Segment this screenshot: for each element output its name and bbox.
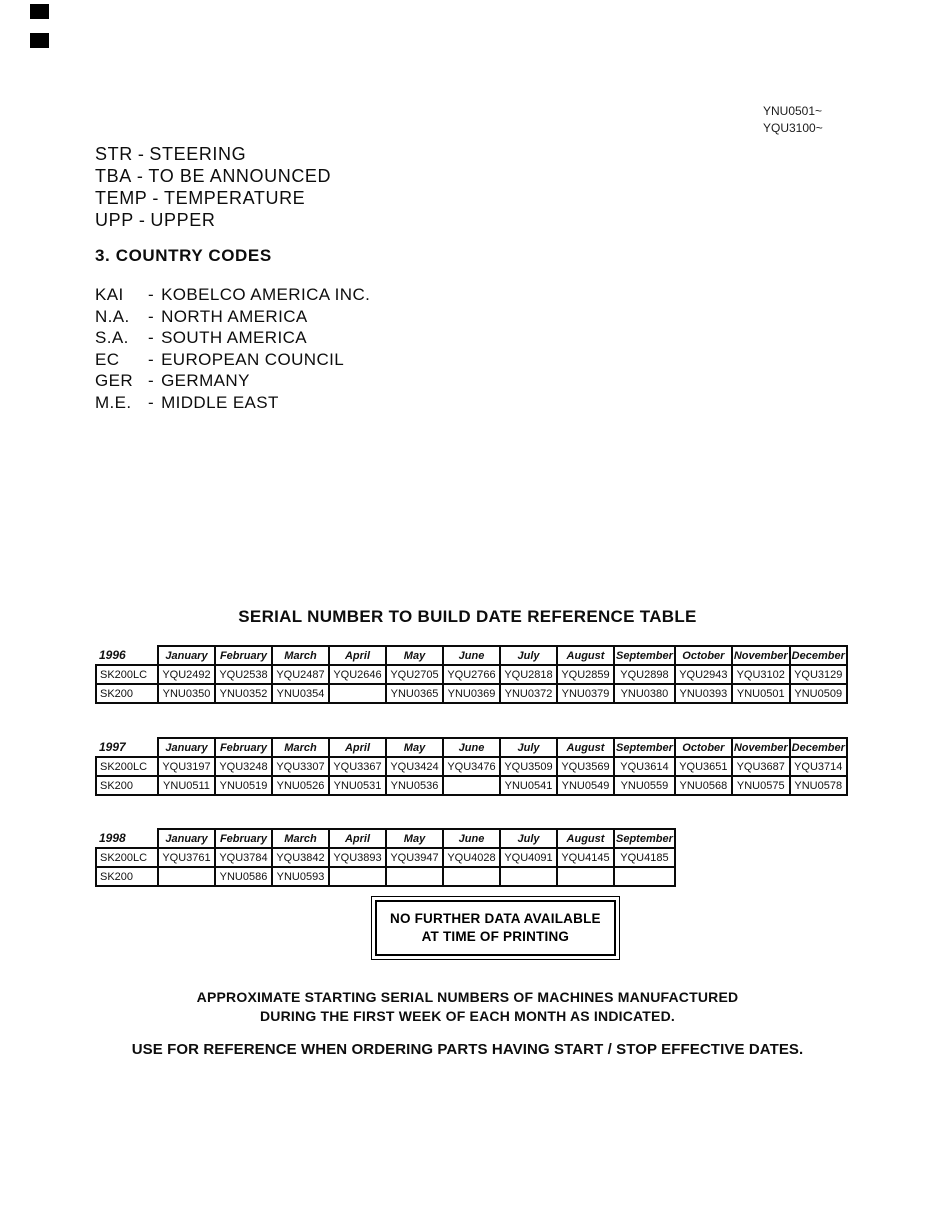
serial-cell [500,867,557,886]
abbreviation-item [95,165,331,187]
serial-cell: YNU0531 [329,776,386,795]
month-header: May [386,738,443,757]
month-header: November [732,646,790,665]
abbrev-code: STR [95,144,133,164]
month-header: August [557,738,614,757]
serial-cell [443,776,500,795]
footer-line: DURING THE FIRST WEEK OF EACH MONTH AS INDICATED. [259,1008,675,1024]
country-code-item [95,370,370,392]
table-row [96,665,847,684]
serial-cell [329,684,386,703]
dash-separator: - [148,371,155,390]
no-data-notice-box [371,896,620,960]
month-header: June [443,646,500,665]
month-header: March [272,646,329,665]
serial-cell [386,867,443,886]
country-code-item [95,327,370,349]
table-header-row [96,646,847,665]
serial-cell: YNU0380 [614,684,675,703]
abbrev-meaning: UPPER [150,210,216,230]
month-header: February [215,738,272,757]
month-header: December [790,738,847,757]
country-name: EUROPEAN COUNCIL [161,349,345,369]
serial-cell: YQU3614 [614,757,675,776]
country-code-item [95,349,370,371]
month-header: March [272,738,329,757]
country-codes-list [95,284,370,413]
serial-cell: YQU4185 [614,848,675,867]
abbreviation-item [95,187,331,209]
year-label: 1997 [99,740,126,754]
dash-separator: - [137,144,145,164]
serial-cell: YNU0350 [158,684,215,703]
country-name: KOBELCO AMERICA INC. [161,285,371,304]
country-code: S.A. [95,328,129,347]
country-code: GER [95,371,134,390]
serial-cell [614,867,675,886]
serial-cell: YQU3651 [675,757,732,776]
country-name: GERMANY [161,371,250,390]
serial-cell [443,867,500,886]
serial-cell: YQU3129 [790,665,847,684]
serial-cell: YNU0575 [732,776,790,795]
month-header: March [272,829,329,848]
serial-table-wrapper-1998 [95,828,676,887]
abbrev-meaning: STEERING [149,144,247,164]
serial-cell: YQU2818 [500,665,557,684]
month-header: November [732,738,790,757]
month-header: September [614,738,675,757]
serial-table-1997 [95,737,848,796]
reference-table-title: SERIAL NUMBER TO BUILD DATE REFERENCE TABLE [238,607,697,626]
serial-cell [557,867,614,886]
serial-cell: YNU0568 [675,776,732,795]
month-header: October [675,646,732,665]
country-code-item [95,284,370,306]
abbrev-code: TBA [95,166,132,186]
month-header: June [443,738,500,757]
country-code: M.E. [95,392,132,412]
footer-note-approximate [0,988,935,1026]
serial-cell: YQU3569 [557,757,614,776]
serial-cell: YQU2646 [329,665,386,684]
month-header: August [557,829,614,848]
corner-serial-range [763,103,823,137]
model-label: SK200 [96,867,158,886]
serial-cell: YQU4028 [443,848,500,867]
table-row [96,867,675,886]
country-codes-heading: 3. COUNTRY CODES [95,246,272,265]
serial-table-1996 [95,645,848,704]
table-header-row [96,738,847,757]
serial-cell: YQU3367 [329,757,386,776]
notice-line: NO FURTHER DATA AVAILABLE [390,911,601,926]
serial-cell: YNU0519 [215,776,272,795]
table-row [96,848,675,867]
month-header: July [500,738,557,757]
year-label: 1996 [99,648,126,662]
abbrev-meaning: TEMPERATURE [164,188,306,208]
table-row [96,684,847,703]
serial-cell: YNU0365 [386,684,443,703]
dash-separator: - [148,349,155,369]
country-name: NORTH AMERICA [161,306,308,326]
serial-table-1998 [95,828,676,887]
month-header: July [500,829,557,848]
year-label: 1998 [99,831,126,845]
dash-separator: - [148,285,155,304]
model-label: SK200 [96,684,158,703]
serial-cell: YNU0379 [557,684,614,703]
serial-cell: YNU0509 [790,684,847,703]
country-name: SOUTH AMERICA [161,328,308,347]
month-header: April [329,738,386,757]
abbreviation-item [95,143,331,165]
month-header: September [614,829,675,848]
serial-cell [329,867,386,886]
serial-cell: YNU0549 [557,776,614,795]
serial-cell: YQU3893 [329,848,386,867]
dash-separator: - [138,210,146,230]
month-header: January [158,738,215,757]
abbrev-code: UPP [95,210,134,230]
table-row [96,757,847,776]
country-code-item [95,306,370,328]
serial-cell: YQU3509 [500,757,557,776]
country-code: EC [95,349,120,369]
dash-separator: - [148,328,155,347]
serial-cell: YQU4145 [557,848,614,867]
serial-cell: YNU0501 [732,684,790,703]
serial-cell: YQU2898 [614,665,675,684]
dash-separator: - [136,166,144,186]
serial-cell: YQU3784 [215,848,272,867]
abbrev-meaning: TO BE ANNOUNCED [148,166,332,186]
footer-line: APPROXIMATE STARTING SERIAL NUMBERS OF MACHINES MANUFACTURED [196,989,739,1005]
dash-separator: - [148,392,155,412]
serial-cell: YQU2943 [675,665,732,684]
month-header: June [443,829,500,848]
dash-separator: - [152,188,160,208]
serial-cell: YQU2487 [272,665,329,684]
serial-table-wrapper-1996 [95,645,848,704]
no-data-notice-text [375,900,616,956]
serial-cell: YQU2766 [443,665,500,684]
serial-cell: YNU0354 [272,684,329,703]
serial-cell: YQU2859 [557,665,614,684]
country-code: KAI [95,285,124,304]
serial-cell: YNU0541 [500,776,557,795]
abbreviation-item [95,209,331,231]
serial-cell: YQU3842 [272,848,329,867]
table-header-row [96,829,675,848]
month-header: February [215,829,272,848]
serial-cell: YNU0369 [443,684,500,703]
scan-registration-mark [30,33,49,48]
serial-cell: YQU3947 [386,848,443,867]
month-header: May [386,829,443,848]
model-label: SK200LC [96,848,158,867]
country-code: N.A. [95,306,130,326]
scan-registration-mark [30,4,49,19]
country-name: MIDDLE EAST [161,392,279,412]
serial-cell: YQU3761 [158,848,215,867]
model-label: SK200 [96,776,158,795]
serial-cell: YQU3197 [158,757,215,776]
footer-note-reference: USE FOR REFERENCE WHEN ORDERING PARTS HAVING START / STOP EFFECTIVE DATES. [131,1041,804,1058]
serial-cell: YQU3424 [386,757,443,776]
month-header: September [614,646,675,665]
serial-cell: YNU0526 [272,776,329,795]
month-header: October [675,738,732,757]
serial-cell [158,867,215,886]
corner-serial-line: YQU3100~ [763,121,823,135]
month-header: May [386,646,443,665]
serial-cell: YQU2705 [386,665,443,684]
month-header: December [790,646,847,665]
serial-cell: YQU3307 [272,757,329,776]
serial-cell: YQU3714 [790,757,847,776]
serial-cell: YQU3687 [732,757,790,776]
country-code-item [95,392,370,414]
serial-cell: YQU4091 [500,848,557,867]
month-header: January [158,646,215,665]
serial-cell: YQU3248 [215,757,272,776]
dash-separator: - [148,306,155,326]
model-label: SK200LC [96,665,158,684]
serial-cell: YNU0352 [215,684,272,703]
abbreviation-list [95,143,331,231]
corner-serial-line: YNU0501~ [763,104,823,118]
serial-cell: YQU3476 [443,757,500,776]
serial-cell: YNU0578 [790,776,847,795]
serial-cell: YQU2538 [215,665,272,684]
month-header: February [215,646,272,665]
model-label: SK200LC [96,757,158,776]
serial-cell: YQU2492 [158,665,215,684]
table-row [96,776,847,795]
notice-line: AT TIME OF PRINTING [421,929,570,944]
abbrev-code: TEMP [95,188,148,208]
serial-cell: YNU0393 [675,684,732,703]
serial-cell: YNU0559 [614,776,675,795]
serial-cell: YNU0586 [215,867,272,886]
serial-cell: YNU0536 [386,776,443,795]
serial-cell: YQU3102 [732,665,790,684]
month-header: January [158,829,215,848]
serial-cell: YNU0593 [272,867,329,886]
serial-cell: YNU0372 [500,684,557,703]
month-header: April [329,829,386,848]
serial-table-wrapper-1997 [95,737,848,796]
month-header: August [557,646,614,665]
month-header: July [500,646,557,665]
serial-cell: YNU0511 [158,776,215,795]
month-header: April [329,646,386,665]
